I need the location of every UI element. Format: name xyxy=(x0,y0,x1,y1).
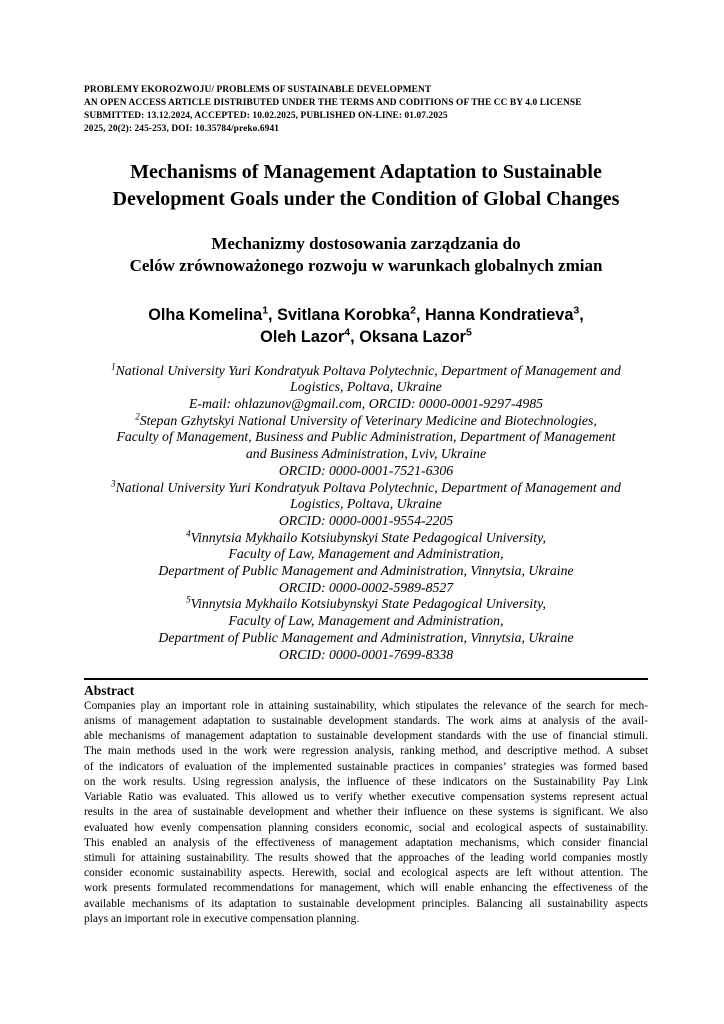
affiliation-text: Department of Public Management and Administration, Vinnytsia, Ukraine xyxy=(158,629,574,645)
affiliation-line xyxy=(84,363,648,380)
affiliation-line xyxy=(84,413,648,430)
title-pl-line: Mechanizmy dostosowania zarządzania do xyxy=(211,233,521,253)
abstract-line: This enabled an analysis of the effectiveness of management adaptation mechanisms, which consider financial xyxy=(84,836,648,849)
abstract-line: Companies play an important role in attaining sustainability, which stipulates the relevance of the search for mech- xyxy=(84,699,648,712)
header-line: PROBLEMY EKOROZWOJU/ PROBLEMS OF SUSTAINABLE DEVELOPMENT xyxy=(84,85,432,95)
abstract-line: of the indicators of evaluation of the implemented sustainable practices in companies’ strategies was formed based xyxy=(84,760,648,773)
affiliation-superscript: 4 xyxy=(186,528,191,539)
author-superscript: 5 xyxy=(465,326,472,339)
title-en-line: Mechanisms of Management Adaptation to Sustainable xyxy=(130,160,602,183)
affiliation-text: Department of Public Management and Administration, Vinnytsia, Ukraine xyxy=(158,563,574,579)
author-superscript: 1 xyxy=(262,304,269,317)
abstract-line: able mechanisms of management adaptation to sustainable development standards with the use of financial stimuli. xyxy=(84,730,648,743)
affiliation-line xyxy=(84,546,648,563)
author-name: Oleh Lazor xyxy=(260,327,345,346)
affiliation-text: Faculty of Law, Management and Administration, xyxy=(228,546,504,562)
abstract-line: available mechanisms of its adaptation to sustainable development principles. Balancing all sustainability aspects xyxy=(84,897,648,910)
affiliation-text: ORCID: 0000-0001-9554-2205 xyxy=(278,512,454,528)
authors xyxy=(84,304,648,348)
affiliation-superscript: 3 xyxy=(111,477,116,488)
affiliation-line xyxy=(84,580,648,597)
author-name: Olha Komelina xyxy=(148,305,263,324)
affiliation-line xyxy=(84,463,648,480)
affiliation-line xyxy=(84,513,648,530)
author-separator: , xyxy=(579,305,584,324)
abstract-line: stimuli for attaining sustainability. The results showed that the approaches of the leading world companies mostly xyxy=(84,851,648,864)
affiliation-text: ORCID: 0000-0001-7521-6306 xyxy=(278,462,454,478)
affiliation-text: Vinnytsia Mykhailo Kotsiubynskyi State Pedagogical University, xyxy=(190,529,546,545)
affiliation-superscript: 1 xyxy=(111,361,116,372)
affiliation-line xyxy=(84,613,648,630)
journal-header xyxy=(84,84,648,136)
affiliation-text: ORCID: 0000-0001-7699-8338 xyxy=(278,646,454,662)
affiliations xyxy=(84,363,648,664)
author-separator: , xyxy=(350,327,360,346)
affiliation-text: Vinnytsia Mykhailo Kotsiubynskyi State Pedagogical University, xyxy=(190,596,546,612)
affiliation-text: ORCID: 0000-0002-5989-8527 xyxy=(278,579,454,595)
affiliation-text: Stepan Gzhytskyi National University of Veterinary Medicine and Biotechnologies, xyxy=(139,412,597,428)
title-pl-line: Celów zrównoważonego rozwoju w warunkach globalnych zmian xyxy=(129,255,603,275)
affiliation-line xyxy=(84,429,648,446)
header-line: 2025, 20(2): 245-253, DOI: 10.35784/preko.6941 xyxy=(84,123,280,134)
abstract-body xyxy=(84,699,648,927)
affiliation-text: E-mail: ohlazunov@gmail.com, ORCID: 0000-0001-9297-4985 xyxy=(188,396,544,412)
affiliation-text: National University Yuri Kondratyuk Poltava Polytechnic, Department of Management and xyxy=(115,362,621,378)
author-name: Hanna Kondratieva xyxy=(425,305,574,324)
author-superscript: 2 xyxy=(410,304,416,317)
author-name: Svitlana Korobka xyxy=(277,305,411,324)
abstract-heading: Abstract xyxy=(84,682,135,698)
abstract-section xyxy=(84,678,648,927)
affiliation-line xyxy=(84,596,648,613)
title-en-line: Development Goals under the Condition of Global Changes xyxy=(112,187,620,210)
abstract-line: anisms of management adaptation to sustainable development standards. The work aims at analysis of the avail- xyxy=(84,715,648,728)
abstract-line: results in the area of sustainable development and whether their influence on these systems is significant. We also xyxy=(84,806,648,819)
affiliation-line xyxy=(84,379,648,396)
author-separator: , xyxy=(415,305,426,324)
affiliation-text: National University Yuri Kondratyuk Poltava Polytechnic, Department of Management and xyxy=(115,479,621,495)
abstract-line: plays an important role in executive compensation planning. xyxy=(84,912,360,925)
author-separator: , xyxy=(268,305,278,324)
article-title-pl xyxy=(84,233,648,277)
abstract-line: evaluated how evenly compensation planning considers economic, social and ecological aspects of sustainability. xyxy=(84,821,648,834)
affiliation-text: and Business Administration, Lviv, Ukraine xyxy=(245,446,487,462)
affiliation-text: Faculty of Management, Business and Public Administration, Department of Management xyxy=(116,429,616,445)
affiliation-line xyxy=(84,630,648,647)
affiliation-text: Faculty of Law, Management and Administration, xyxy=(228,613,504,629)
affiliation-line xyxy=(84,396,648,413)
affiliation-text: Logistics, Poltava, Ukraine xyxy=(290,496,442,512)
affiliation-superscript: 5 xyxy=(186,594,191,605)
page-content xyxy=(84,0,648,927)
affiliation-line xyxy=(84,496,648,513)
abstract-line: work presents formulated recommendations for management, which will enable enhancing the effectiveness of the xyxy=(84,882,648,895)
affiliation-line xyxy=(84,563,648,580)
affiliation-text: Logistics, Poltava, Ukraine xyxy=(290,379,442,395)
article-title-en xyxy=(84,159,648,213)
author-line xyxy=(84,326,648,348)
abstract-line: Variable Ratio was evaluated. This allowed us to verify whether executive compensation systems represent actual xyxy=(84,791,648,804)
header-line: SUBMITTED: 13.12.2024, ACCEPTED: 10.02.2025, PUBLISHED ON-LINE: 01.07.2025 xyxy=(84,110,448,121)
abstract-line: consider economic sustainability aspects. Herewith, social and ecological aspects are left without attention. The xyxy=(84,867,648,880)
author-superscript: 3 xyxy=(573,304,580,317)
affiliation-line xyxy=(84,647,648,664)
header-line: AN OPEN ACCESS ARTICLE DISTRIBUTED UNDER THE TERMS AND CODITIONS OF THE CC BY 4.0 LICENSE xyxy=(84,97,582,108)
abstract-line: The main methods used in the work were regression analysis, ranking method, and descriptive method. A subset xyxy=(84,745,648,758)
affiliation-line xyxy=(84,477,648,497)
affiliation-line xyxy=(84,446,648,463)
author-line xyxy=(84,304,648,326)
affiliation-line xyxy=(84,530,648,547)
author-name: Oksana Lazor xyxy=(359,327,466,346)
affiliation-superscript: 2 xyxy=(135,411,140,422)
abstract-line: on the work results. Using regression analysis, the influence of these indicators on the Sustainability Pay Link xyxy=(84,775,648,788)
author-superscript: 4 xyxy=(344,326,351,339)
